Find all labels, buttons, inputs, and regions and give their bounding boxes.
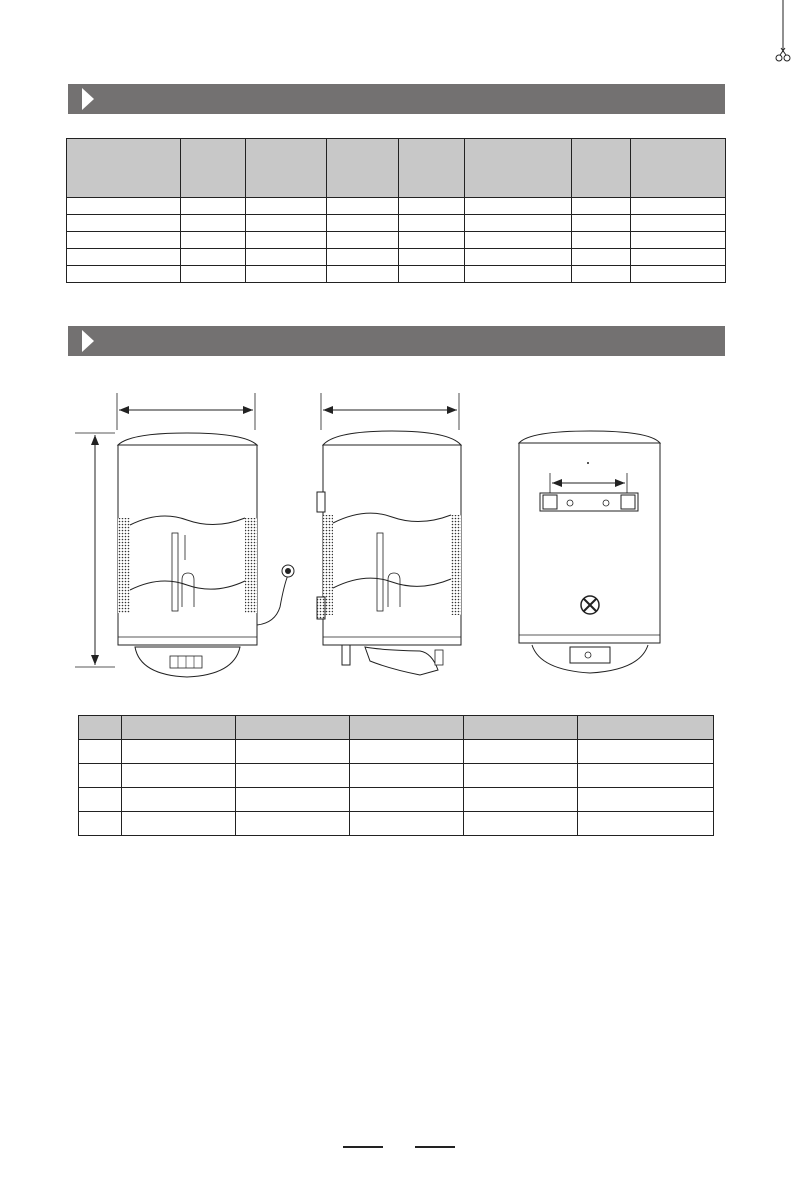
table-cell bbox=[464, 764, 578, 788]
table-cell bbox=[327, 266, 399, 283]
specification-table bbox=[66, 138, 726, 283]
table-cell bbox=[578, 740, 714, 764]
table-cell bbox=[572, 232, 631, 249]
table-cell bbox=[246, 266, 327, 283]
table-cell bbox=[327, 232, 399, 249]
scissors-icon bbox=[776, 48, 790, 61]
table-header-row bbox=[79, 716, 714, 740]
table-cell bbox=[399, 215, 465, 232]
table-cell bbox=[399, 266, 465, 283]
table-cell bbox=[578, 812, 714, 836]
table-header-row bbox=[67, 139, 726, 198]
table-cell bbox=[399, 249, 465, 266]
table-cell bbox=[631, 198, 726, 215]
table-cell bbox=[67, 249, 181, 266]
table-cell bbox=[327, 249, 399, 266]
table-cell bbox=[350, 740, 464, 764]
table-cell bbox=[181, 249, 246, 266]
table-cell bbox=[181, 266, 246, 283]
table-header-cell bbox=[465, 139, 572, 198]
table-header-cell bbox=[572, 139, 631, 198]
table-cell bbox=[465, 232, 572, 249]
table-cell bbox=[350, 764, 464, 788]
table-cell bbox=[572, 198, 631, 215]
section-banner-specifications bbox=[68, 84, 725, 114]
table-cell bbox=[122, 764, 236, 788]
table-header-cell bbox=[464, 716, 578, 740]
table-row bbox=[79, 740, 714, 764]
table-cell bbox=[572, 215, 631, 232]
dimension-drawing bbox=[70, 385, 690, 685]
table-header-cell bbox=[236, 716, 350, 740]
table-header-cell bbox=[350, 716, 464, 740]
table-cell bbox=[236, 788, 350, 812]
table-cell bbox=[465, 198, 572, 215]
table-row bbox=[67, 198, 726, 215]
table-row bbox=[79, 788, 714, 812]
table-cell bbox=[79, 812, 122, 836]
back-view bbox=[519, 431, 660, 673]
table-cell bbox=[464, 788, 578, 812]
table-cell bbox=[122, 812, 236, 836]
table-cell bbox=[399, 232, 465, 249]
table-cell bbox=[236, 812, 350, 836]
table-cell bbox=[67, 232, 181, 249]
table-row bbox=[67, 249, 726, 266]
table-cell bbox=[246, 232, 327, 249]
table-cell bbox=[67, 198, 181, 215]
valve-icon bbox=[581, 596, 599, 614]
table-cell bbox=[79, 740, 122, 764]
table-cell bbox=[631, 232, 726, 249]
table-cell bbox=[399, 198, 465, 215]
table-cell bbox=[465, 215, 572, 232]
table-cell bbox=[464, 812, 578, 836]
table-row bbox=[67, 266, 726, 283]
table-cell bbox=[79, 764, 122, 788]
table-cell bbox=[79, 788, 122, 812]
table-header-cell bbox=[67, 139, 181, 198]
footer-line-right bbox=[415, 1146, 455, 1148]
table-cell bbox=[236, 740, 350, 764]
table-cell bbox=[67, 215, 181, 232]
table-cell bbox=[465, 249, 572, 266]
table-cell bbox=[181, 198, 246, 215]
table-cell bbox=[246, 215, 327, 232]
table-header-cell bbox=[246, 139, 327, 198]
dimension-table bbox=[78, 715, 714, 836]
table-cell bbox=[67, 266, 181, 283]
table-cell bbox=[122, 788, 236, 812]
table-cell bbox=[122, 740, 236, 764]
table-cell bbox=[631, 249, 726, 266]
section-banner-dimensions bbox=[68, 326, 725, 356]
chevron-right-icon bbox=[82, 330, 94, 352]
table-cell bbox=[631, 215, 726, 232]
table-row bbox=[67, 215, 726, 232]
table-header-cell bbox=[181, 139, 246, 198]
table-header-cell bbox=[79, 716, 122, 740]
table-cell bbox=[246, 249, 327, 266]
table-cell bbox=[181, 215, 246, 232]
table-row bbox=[79, 812, 714, 836]
chevron-right-icon bbox=[82, 88, 94, 110]
table-row bbox=[79, 764, 714, 788]
table-header-cell bbox=[122, 716, 236, 740]
table-cell bbox=[464, 740, 578, 764]
table-header-cell bbox=[399, 139, 465, 198]
table-cell bbox=[572, 249, 631, 266]
front-view bbox=[117, 393, 294, 677]
table-header-cell bbox=[631, 139, 726, 198]
table-cell bbox=[350, 812, 464, 836]
table-cell bbox=[246, 198, 327, 215]
footer-line-left bbox=[343, 1146, 383, 1148]
table-cell bbox=[578, 788, 714, 812]
table-cell bbox=[572, 266, 631, 283]
table-header-cell bbox=[327, 139, 399, 198]
cut-line-mark bbox=[773, 0, 793, 65]
height-dimension bbox=[75, 433, 115, 667]
table-row bbox=[67, 232, 726, 249]
table-header-cell bbox=[578, 716, 714, 740]
side-view bbox=[317, 393, 461, 675]
table-cell bbox=[631, 266, 726, 283]
table-cell bbox=[236, 764, 350, 788]
table-cell bbox=[350, 788, 464, 812]
table-cell bbox=[181, 232, 246, 249]
table-cell bbox=[327, 215, 399, 232]
table-cell bbox=[578, 764, 714, 788]
table-cell bbox=[327, 198, 399, 215]
table-cell bbox=[465, 266, 572, 283]
